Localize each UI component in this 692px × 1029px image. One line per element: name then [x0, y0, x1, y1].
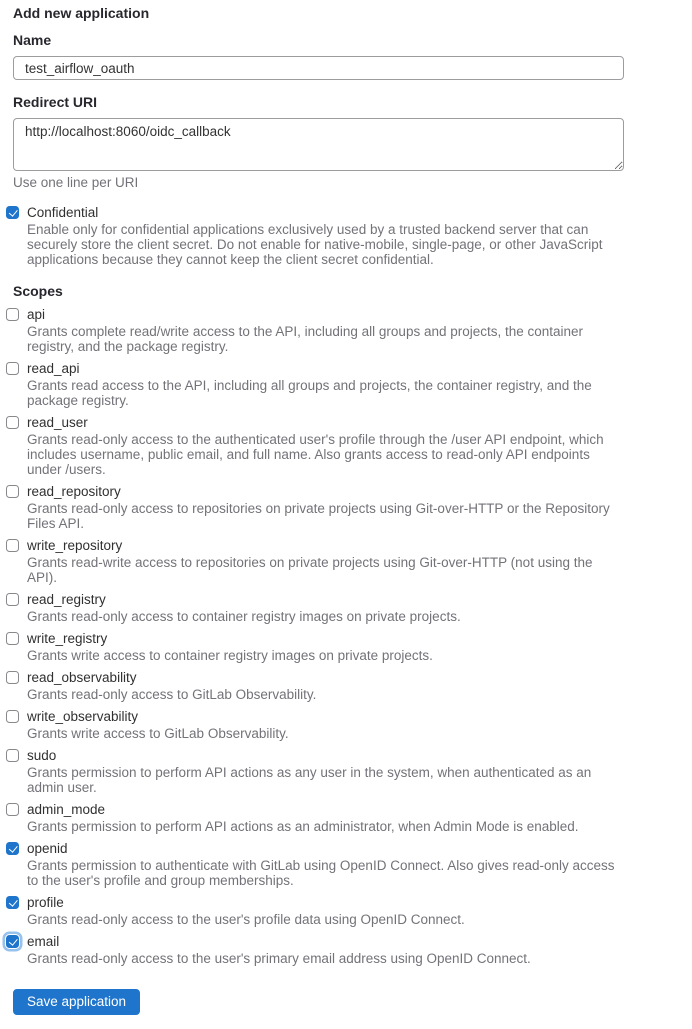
scope-description: Grants permission to perform API actions as an administrator, when Admin Mode is enabled.: [27, 819, 579, 834]
redirect-uri-textarea[interactable]: [13, 118, 624, 171]
scope-checkbox[interactable]: [6, 593, 19, 606]
scope-checkbox[interactable]: [6, 671, 19, 684]
scope-label[interactable]: write_observability: [27, 709, 139, 724]
scope-label[interactable]: profile: [27, 895, 64, 910]
scope-description: Grants read-only access to container registry images on private projects.: [27, 609, 461, 624]
scope-description: Grants write access to container registry images on private projects.: [27, 648, 433, 663]
scope-check-line[interactable]: [6, 592, 679, 607]
scope-label[interactable]: read_observability: [27, 670, 137, 685]
scope-checkbox[interactable]: [6, 632, 19, 645]
scope-row: [6, 670, 679, 702]
page-title: Add new application: [13, 5, 150, 21]
scope-row: [6, 538, 679, 585]
scope-label[interactable]: read_user: [27, 415, 88, 430]
scope-checkbox[interactable]: [6, 416, 19, 429]
scope-check-line[interactable]: [6, 802, 679, 817]
scope-checkbox[interactable]: [6, 803, 19, 816]
scope-description: Grants permission to authenticate with GitLab using OpenID Connect. Also gives read-only access to the user's profile and group memberships.: [27, 858, 615, 888]
scope-row: [6, 802, 679, 834]
scope-description: Grants read-only access to the user's profile data using OpenID Connect.: [27, 912, 465, 927]
scope-description: Grants complete read/write access to the API, including all groups and projects, the container registry, and the package registry.: [27, 324, 584, 354]
scope-row: [6, 307, 679, 354]
scope-check-line[interactable]: [6, 361, 679, 376]
scope-check-line[interactable]: [6, 670, 679, 685]
confidential-row: [6, 205, 679, 267]
scope-description: Grants permission to perform API actions as any user in the system, when authenticated as an admin user.: [27, 765, 592, 795]
scope-checkbox[interactable]: [6, 308, 19, 321]
scope-label[interactable]: email: [27, 934, 60, 949]
scope-checkbox[interactable]: [6, 935, 19, 948]
name-label: Name: [13, 32, 52, 48]
scope-row: [6, 748, 679, 795]
scope-label[interactable]: sudo: [27, 748, 57, 763]
save-application-button[interactable]: Save application: [13, 989, 140, 1015]
scope-description: Grants read access to the API, including all groups and projects, the container registry, and the package registry.: [27, 378, 592, 408]
scope-label[interactable]: api: [27, 307, 46, 322]
scope-check-line[interactable]: [6, 895, 679, 910]
scope-check-line[interactable]: [6, 307, 679, 322]
scope-label[interactable]: write_repository: [27, 538, 123, 553]
scope-check-line[interactable]: [6, 748, 679, 763]
scope-check-line[interactable]: [6, 631, 679, 646]
scope-check-line[interactable]: [6, 415, 679, 430]
redirect-uri-help: Use one line per URI: [13, 175, 139, 190]
confidential-description: Enable only for confidential applications exclusively used by a trusted backend server that can securely store the client secret. Do not enable for native-mobile, single-page, or other JavaScript applications because they cannot keep the client secret confidential.: [27, 222, 603, 267]
scope-checkbox[interactable]: [6, 896, 19, 909]
scope-row: [6, 415, 679, 477]
scope-row: [6, 841, 679, 888]
scope-check-line[interactable]: [6, 934, 679, 949]
scope-check-line[interactable]: [6, 709, 679, 724]
scope-row: [6, 361, 679, 408]
name-input[interactable]: [13, 56, 624, 80]
scope-label[interactable]: admin_mode: [27, 802, 106, 817]
scope-checkbox[interactable]: [6, 842, 19, 855]
scope-description: Grants read-write access to repositories on private projects using Git-over-HTTP (not using the API).: [27, 555, 593, 585]
scope-checkbox[interactable]: [6, 485, 19, 498]
scopes-list: [13, 307, 679, 966]
confidential-check-line[interactable]: [6, 205, 679, 220]
scope-check-line[interactable]: [6, 484, 679, 499]
redirect-uri-label: Redirect URI: [13, 94, 98, 110]
scope-label[interactable]: openid: [27, 841, 68, 856]
scope-description: Grants read-only access to GitLab Observability.: [27, 687, 317, 702]
scope-description: Grants write access to GitLab Observability.: [27, 726, 289, 741]
scope-label[interactable]: read_registry: [27, 592, 106, 607]
scope-checkbox[interactable]: [6, 749, 19, 762]
scope-check-line[interactable]: [6, 841, 679, 856]
scope-row: [6, 709, 679, 741]
scope-row: [6, 592, 679, 624]
scope-description: Grants read-only access to the user's primary email address using OpenID Connect.: [27, 951, 531, 966]
scope-row: [6, 484, 679, 531]
scope-description: Grants read-only access to the authenticated user's profile through the /user API endpoint, which includes username, public email, and full name. Also grants access to read-only API endpoints under /users.: [27, 432, 604, 477]
scope-checkbox[interactable]: [6, 710, 19, 723]
scope-label[interactable]: write_registry: [27, 631, 108, 646]
scope-label[interactable]: read_api: [27, 361, 80, 376]
confidential-label[interactable]: Confidential: [27, 205, 99, 220]
scope-checkbox[interactable]: [6, 539, 19, 552]
scope-checkbox[interactable]: [6, 362, 19, 375]
scope-check-line[interactable]: [6, 538, 679, 553]
scope-label[interactable]: read_repository: [27, 484, 121, 499]
scope-description: Grants read-only access to repositories on private projects using Git-over-HTTP or the Repository Files API.: [27, 501, 610, 531]
scopes-label: Scopes: [13, 283, 63, 299]
scope-row: [6, 895, 679, 927]
scope-row: [6, 631, 679, 663]
confidential-checkbox[interactable]: [6, 206, 19, 219]
scope-row: [6, 934, 679, 966]
